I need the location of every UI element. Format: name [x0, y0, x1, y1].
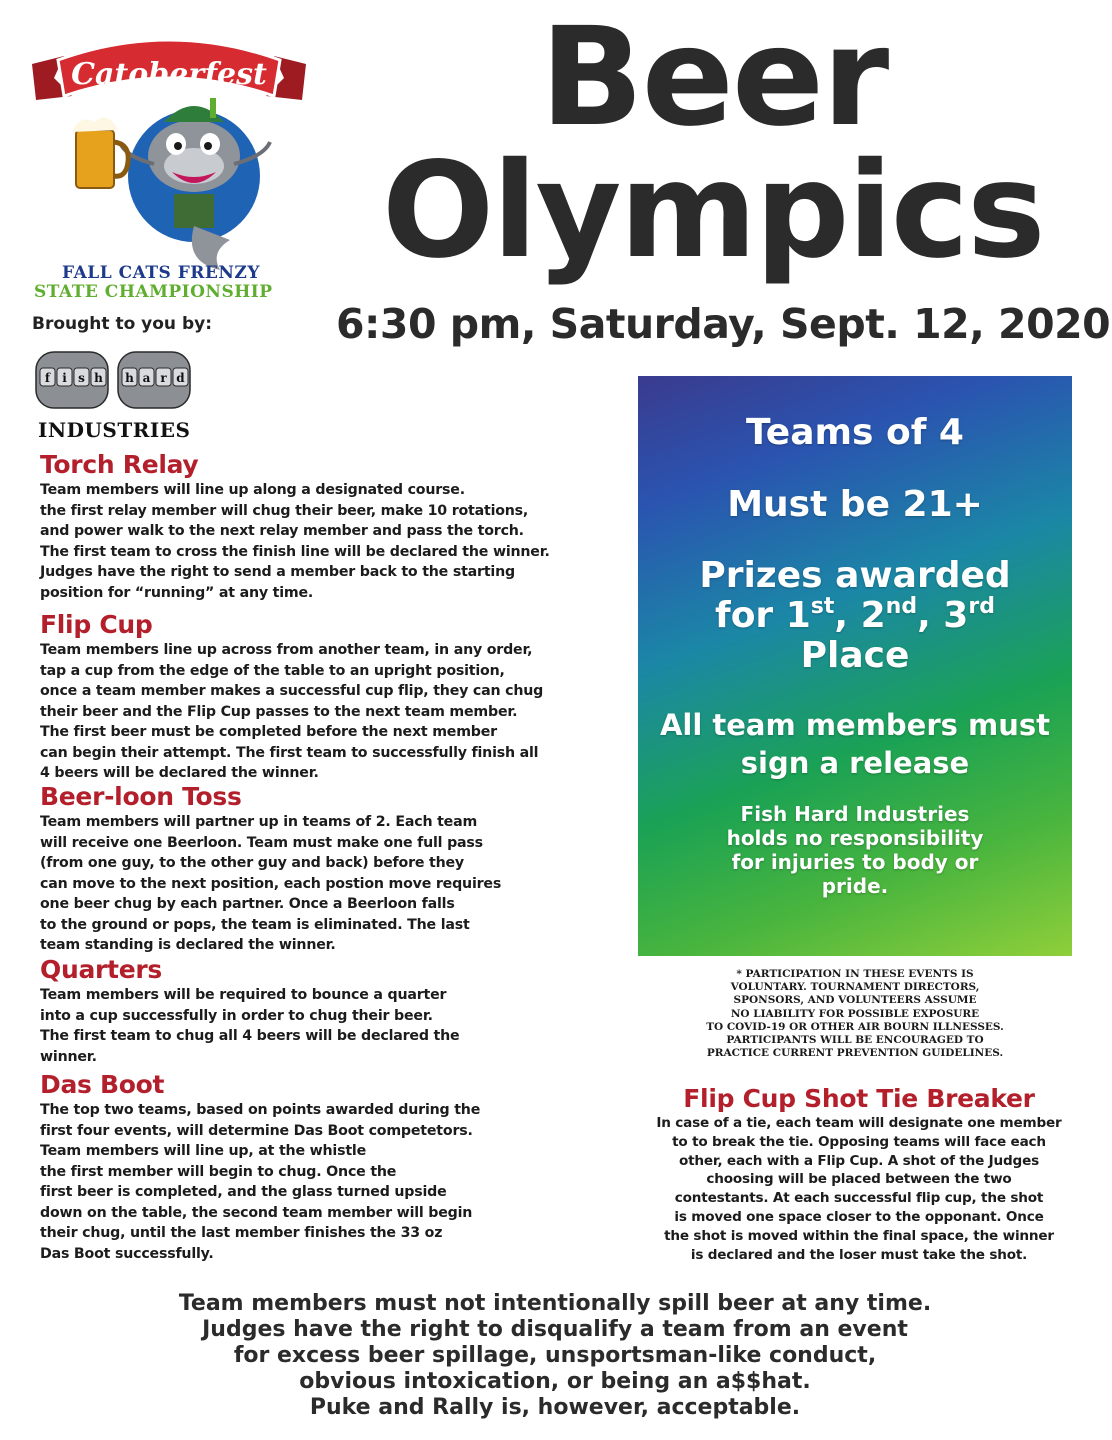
- info-box: [638, 376, 1072, 956]
- logo-banner-text: Catoberfest: [71, 57, 267, 92]
- knuckle-letter: i: [62, 371, 67, 385]
- event-description: Team members will partner up in teams of 2. Each team will receive one Beerloon. Team must make one full pass (from one guy, to the other guy and back) before they can move to the next position, each postion move requires one beer chug by each partner. Once a Beerloon falls to the ground or pops, the team is eliminated. The last team standing is declared the winner.: [40, 814, 502, 953]
- knuckle-letter: r: [160, 371, 167, 385]
- title-olympics: Olympics: [382, 134, 1044, 288]
- logo-line-1-text: FALL CATS FRENZY: [62, 263, 260, 283]
- logo-line-2-text: STATE CHAMPIONSHIP: [34, 282, 273, 302]
- prizes-text: [638, 556, 1072, 676]
- ordinal-suffix: nd: [885, 594, 918, 619]
- release-line-2: sign a release: [740, 746, 970, 780]
- responsibility-line: Fish Hard Industries: [740, 802, 970, 826]
- logo-line-1: [62, 264, 342, 282]
- fish-hard-fists-logo: [34, 344, 194, 416]
- ordinal-suffix: rd: [968, 594, 995, 619]
- responsibility-line: holds no responsibility: [726, 826, 984, 850]
- event-quarters: [40, 955, 600, 1067]
- event-heading: Quarters: [40, 955, 162, 984]
- industries-label: INDUSTRIES: [38, 418, 191, 442]
- age-requirement: Must be 21+: [727, 484, 983, 525]
- logo-line-2: [34, 283, 314, 301]
- prizes-line-1: Prizes awarded: [699, 555, 1011, 596]
- event-torch-relay: [40, 450, 600, 603]
- covid-disclaimer: * PARTICIPATION IN THESE EVENTS IS VOLUNTARY. TOURNAMENT DIRECTORS, SPONSORS, AND VOLUNTEERS ASSUME NO LIABILITY FOR POSSIBLE EXPOSURE TO COVID-19 OR OTHER AIR BOURN ILLNESSES. PARTICIPANTS WILL BE ENCOURAGED TO PRACTICE CURRENT PREVENTION GUIDELINES.: [706, 968, 1004, 1060]
- event-heading: Beer-loon Toss: [40, 782, 242, 811]
- teams-of-4: Teams of 4: [746, 412, 964, 453]
- event-date: 6:30 pm, Saturday, Sept. 12, 2020: [336, 300, 1111, 348]
- knuckle-letter: d: [176, 371, 185, 385]
- event-description: Team members line up across from another team, in any order, tap a cup from the edge of the table to an upright position, once a team member makes a successful cup flip, they can chug their beer and the Flip Cup passes to the next team member. The first beer must be completed before the next member can begin their attempt. The first team to successfully finish all 4 beers will be declared the winner.: [40, 642, 544, 781]
- event-heading: Flip Cup: [40, 610, 153, 639]
- brought-by-label: Brought to you by:: [32, 314, 212, 334]
- footer-rules: Team members must not intentionally spill beer at any time. Judges have the right to disqualify a team from an event for excess beer spillage, unsportsman-like conduct, obvious intoxication, or being an a$$hat. Puke and Rally is, however, acceptable.: [178, 1291, 932, 1420]
- event-description: Team members will be required to bounce a quarter into a cup successfully in order to chug their beer. The first team to chug all 4 beers will be declared the winner.: [40, 987, 460, 1065]
- event-das-boot: [40, 1070, 600, 1264]
- prizes-place-2: , 2: [834, 595, 886, 636]
- event-description: The top two teams, based on points awarded during the first four events, will determine Das Boot competetors. Team members will line up, at the whistle the first member will begin to chug. Once the first beer is completed, and the glass turned upside down on the table, the second team member will begin their chug, until the last member finishes the 33 oz Das Boot successfully.: [40, 1102, 481, 1262]
- knuckle-letter: s: [78, 371, 85, 385]
- release-line-1: All team members must: [659, 708, 1050, 742]
- title-beer: Beer: [540, 0, 888, 157]
- event-beerloon-toss: [40, 782, 600, 956]
- responsibility-line: for injuries to body or: [731, 850, 979, 874]
- prizes-line-2: for 1: [715, 595, 811, 636]
- knuckle-letter: f: [44, 371, 51, 385]
- knuckle-letter: h: [125, 371, 134, 385]
- prizes-line-3: Place: [800, 635, 910, 676]
- responsibility-text: [638, 802, 1072, 898]
- event-heading: Torch Relay: [40, 450, 199, 479]
- event-description: Team members will line up along a designated course. the first relay member will chug their beer, make 10 rotations, and power walk to the next relay member and pass the torch. The first team to cross the finish line will be declared the winner. Judges have the right to send a member back to the starting position for “running” at any time.: [40, 482, 550, 601]
- release-text: [638, 706, 1072, 782]
- event-flip-cup: [40, 610, 600, 784]
- responsibility-line: pride.: [821, 874, 889, 898]
- event-heading: Das Boot: [40, 1070, 165, 1099]
- knuckle-letter: h: [94, 371, 103, 385]
- ordinal-suffix: st: [810, 594, 835, 619]
- tiebreaker-description: In case of a tie, each team will designate one member to to break the tie. Opposing teams will face each other, each with a Flip Cup. A shot of the Judges choosing will be placed between the two contestants. At each successful flip cup, the shot is moved one space closer to the opponant. Once the shot is moved within the final space, the winner is declared and the loser must take the shot.: [656, 1115, 1062, 1263]
- prizes-place-3: , 3: [917, 595, 969, 636]
- knuckle-letter: a: [142, 371, 151, 385]
- tiebreaker-heading: Flip Cup Shot Tie Breaker: [683, 1084, 1035, 1113]
